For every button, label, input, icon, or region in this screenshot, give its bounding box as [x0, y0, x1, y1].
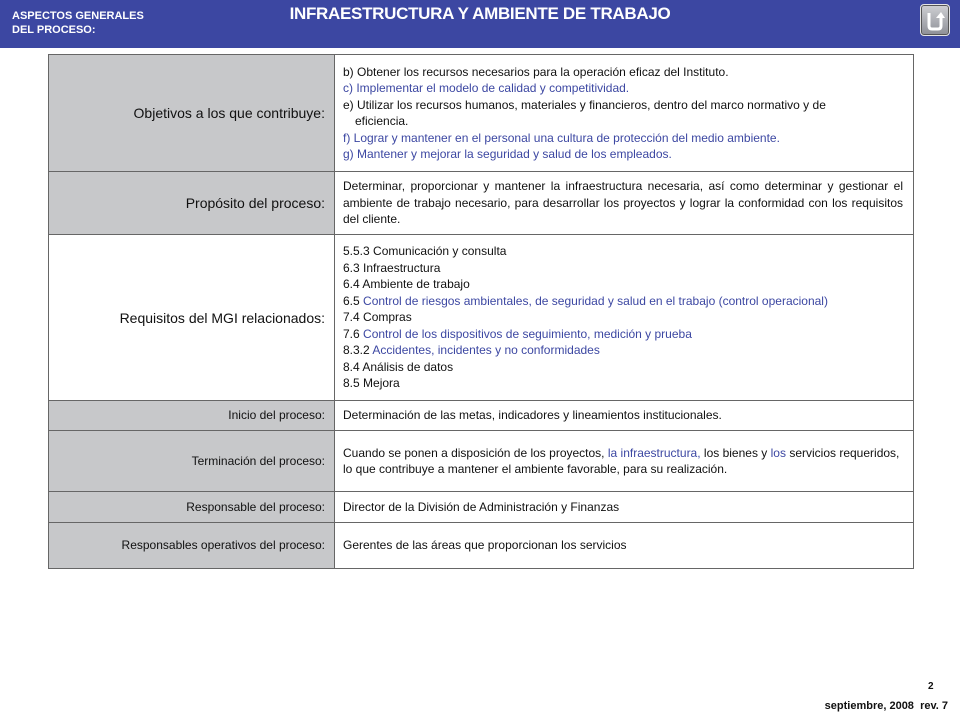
objetivo-b: b) Obtener los recursos necesarios para la operación eficaz del Instituto. [343, 64, 729, 79]
responsable-text: Director de la División de Administración y Finanzas [335, 492, 914, 523]
revision-date: septiembre, 2008 rev. 7 [824, 700, 948, 712]
page-number: 2 [928, 681, 934, 692]
label-requisitos: Requisitos del MGI relacionados: [49, 235, 335, 401]
section-label-line2: DEL PROCESO: [12, 24, 96, 36]
label-terminacion: Terminación del proceso: [49, 431, 335, 492]
requisito-item: 6.4 Ambiente de trabajo [343, 277, 470, 292]
label-objetivos: Objetivos a los que contribuye: [49, 55, 335, 172]
requisito-item: 7.4 Compras [343, 310, 412, 325]
return-button[interactable] [920, 4, 950, 36]
row-terminacion [49, 431, 914, 492]
page-title: INFRAESTRUCTURA Y AMBIENTE DE TRABAJO [289, 4, 671, 23]
row-operativos [49, 523, 914, 569]
requisito-item: 7.6 Control de los dispositivos de seguimiento, medición y prueba [343, 326, 692, 341]
objetivo-e: e) Utilizar los recursos humanos, materiales y financieros, dentro del marco normativo y de [343, 97, 826, 112]
objetivo-c: c) Implementar el modelo de calidad y competitividad. [343, 81, 630, 95]
terminacion-text: Cuando se ponen a disposición de los proyectos, la infraestructura, los bienes y los servicios requeridos, lo que contribuye a mantener el ambiente favorable, para su realización. [335, 431, 914, 492]
requisito-item: 8.4 Análisis de datos [343, 359, 454, 374]
label-operativos: Responsables operativos del proceso: [49, 523, 335, 569]
proposito-text: Determinar, proporcionar y mantener la infraestructura necesaria, así como determinar y gestionar el ambiente de trabajo necesario, para desarrollar los proyectos y lograr la conformidad con los requisitos del cliente. [335, 172, 914, 235]
label-proposito: Propósito del proceso: [49, 172, 335, 235]
requisito-item: 8.3.2 Accidentes, incidentes y no conformidades [343, 343, 600, 358]
requisito-item: 6.5 Control de riesgos ambientales, de seguridad y salud en el trabajo (control operacional) [343, 293, 828, 308]
requisitos-list [335, 235, 914, 401]
row-objetivos [49, 55, 914, 172]
label-responsable: Responsable del proceso: [49, 492, 335, 523]
objetivos-list [335, 55, 914, 172]
label-inicio: Inicio del proceso: [49, 401, 335, 431]
requisito-item: 6.3 Infraestructura [343, 260, 441, 275]
requisito-item: 8.5 Mejora [343, 376, 400, 391]
row-inicio [49, 401, 914, 431]
operativos-text: Gerentes de las áreas que proporcionan los servicios [335, 523, 914, 569]
section-label-line1: ASPECTOS GENERALES [12, 10, 144, 22]
row-responsable [49, 492, 914, 523]
header-bar [0, 0, 960, 48]
objetivo-g: g) Mantener y mejorar la seguridad y salud de los empleados. [343, 147, 672, 161]
row-requisitos [49, 235, 914, 401]
row-proposito [49, 172, 914, 235]
return-arrow-icon [925, 9, 945, 31]
objetivo-e-continued: eficiencia. [355, 114, 409, 128]
process-table [48, 54, 914, 569]
inicio-text: Determinación de las metas, indicadores y lineamientos institucionales. [335, 401, 914, 431]
objetivo-f: f) Lograr y mantener en el personal una cultura de protección del medio ambiente. [343, 130, 780, 145]
requisito-item: 5.5.3 Comunicación y consulta [343, 244, 507, 259]
